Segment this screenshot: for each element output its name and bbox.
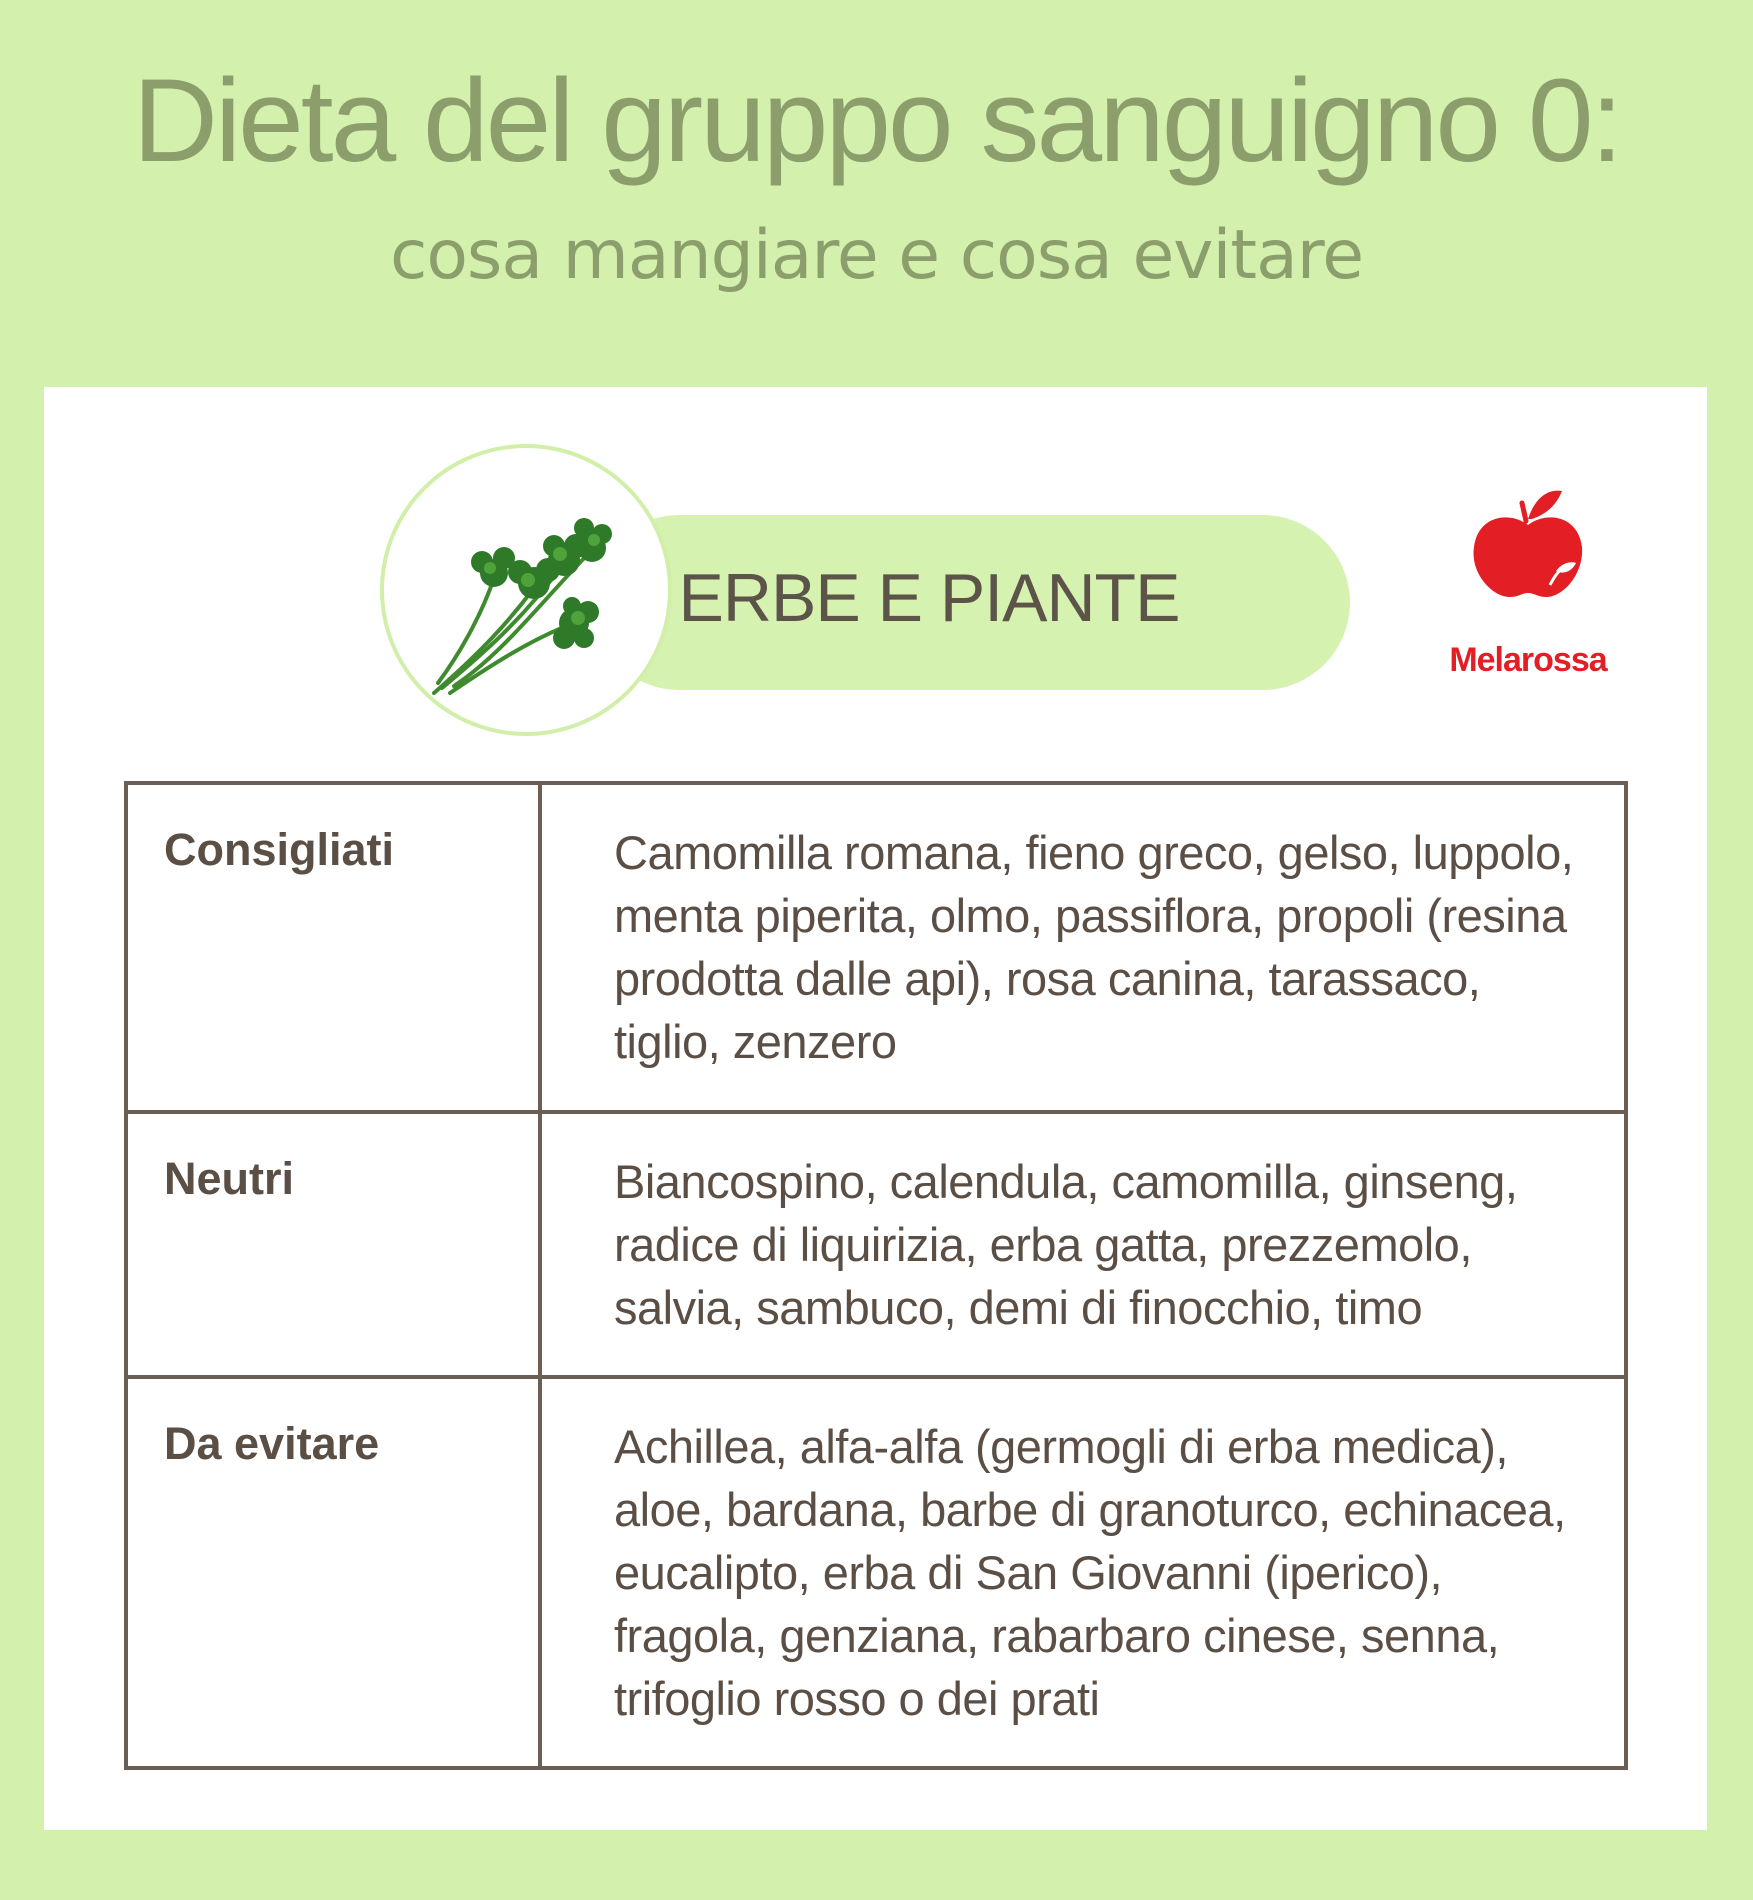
melarossa-logo xyxy=(1428,489,1628,689)
section-title: ERBE E PIANTE xyxy=(678,560,1180,636)
items-cell: Biancospino, calendula, camomilla, ginseng, radice di liquirizia, erba gatta, prezzemolo, salvia, sambuco, demi di finocchio, timo xyxy=(540,1112,1626,1377)
apple-logo-icon xyxy=(1470,489,1586,599)
items-cell: Achillea, alfa-alfa (germogli di erba medica), aloe, bardana, barbe di granoturco, echinacea, eucalipto, erba di San Giovanni (iperico), fragola, genziana, rabarbaro cinese, senna, trifoglio rosso o dei prati xyxy=(540,1377,1626,1768)
category-cell: Da evitare xyxy=(126,1377,540,1768)
table-row xyxy=(126,783,1626,1112)
table-row xyxy=(126,1112,1626,1377)
category-cell: Consigliati xyxy=(126,783,540,1112)
content-card xyxy=(44,387,1707,1830)
page-title: Dieta del gruppo sanguigno 0: xyxy=(132,55,1621,187)
herb-icon-badge xyxy=(380,444,672,736)
page-subtitle: cosa mangiare e cosa evitare xyxy=(389,216,1364,295)
logo-text: Melarossa xyxy=(1449,641,1607,679)
items-cell: Camomilla romana, fieno greco, gelso, luppolo, menta piperita, olmo, passiflora, propoli (resina prodotta dalle api), rosa canina, tarassaco, tiglio, zenzero xyxy=(540,783,1626,1112)
category-cell: Neutri xyxy=(126,1112,540,1377)
table-row xyxy=(126,1377,1626,1768)
herbs-table xyxy=(124,781,1628,1770)
parsley-herb-icon xyxy=(424,488,634,698)
